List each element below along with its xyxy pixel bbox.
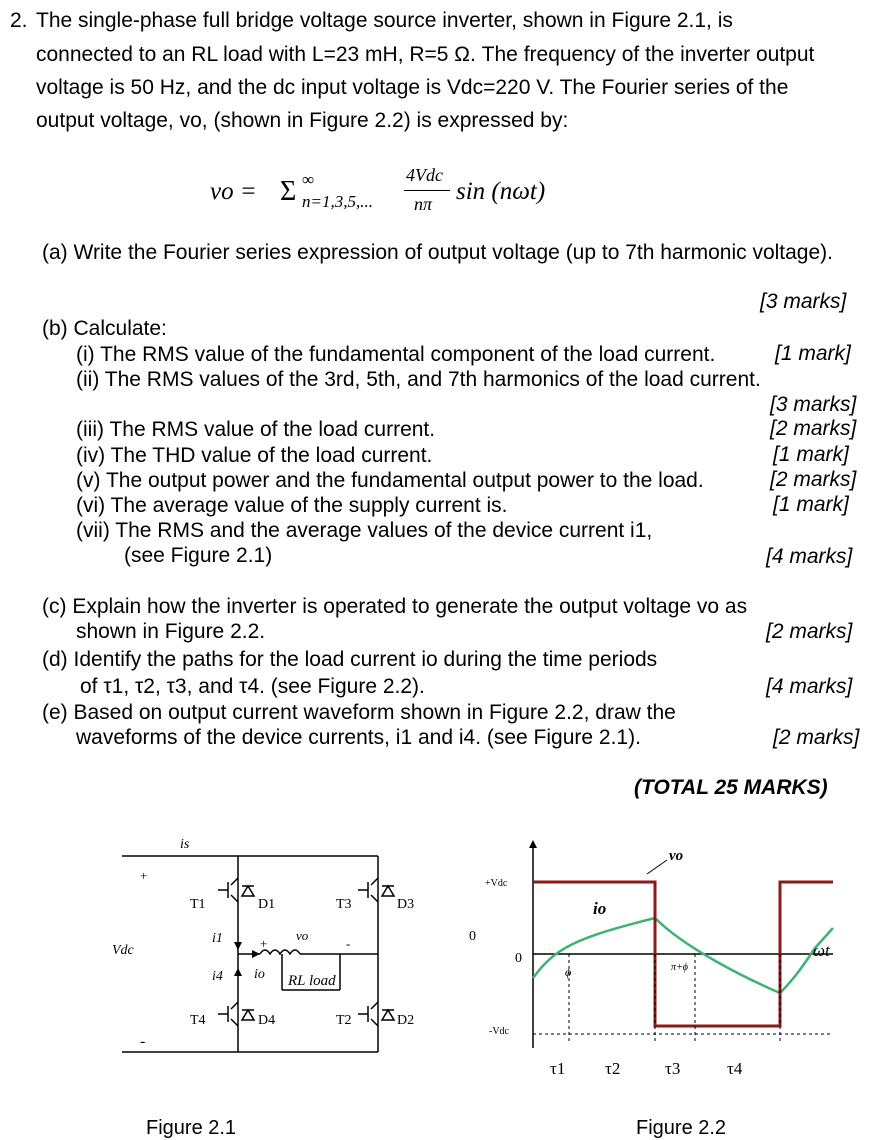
part-b-item-iii: (iii) The RMS value of the load current. <box>76 418 436 441</box>
part-b-item-vii: (vii) The RMS and the average values of the device current i1, <box>76 519 653 542</box>
label-t2: T2 <box>336 1013 352 1028</box>
part-b-item-v-marks: [2 marks] <box>770 468 857 491</box>
label-io: io <box>593 899 607 918</box>
label-rl-load: RL load <box>288 973 336 989</box>
part-b-item-vii-cont: (see Figure 2.1) <box>124 544 273 567</box>
label-is: is <box>180 837 190 852</box>
label-tau2: τ2 <box>605 1059 621 1078</box>
label-zero-top: 0 <box>469 929 476 944</box>
fourier-formula: vo = Σ ∞ n=1,3,5,... 4Vdc nπ sin (nωt) <box>210 165 546 214</box>
switch-t3 <box>358 878 394 902</box>
part-b-item-vi: (vi) The average value of the supply current is. <box>76 494 508 517</box>
label-vo: vo <box>669 848 684 864</box>
figure-2-1-caption: Figure 2.1 <box>146 1117 237 1139</box>
part-b-item-vii-marks: [4 marks] <box>766 545 853 568</box>
io-arrow-icon <box>252 950 260 958</box>
label-tau4: τ4 <box>727 1059 743 1078</box>
label-neg-vdc: -Vdc <box>489 1026 509 1037</box>
label-t4: T4 <box>190 1013 206 1028</box>
y-axis-arrow-icon <box>529 840 537 848</box>
label-tau1: τ1 <box>550 1059 566 1078</box>
part-b-item-i: (i) The RMS value of the fundamental component of the load current. <box>76 343 716 366</box>
part-c-marks: [2 marks] <box>766 620 853 643</box>
io-current-curve <box>533 918 833 993</box>
label-d1: D1 <box>258 897 276 912</box>
label-phi: ϕ <box>565 965 572 979</box>
figure-2-2-caption: Figure 2.2 <box>636 1117 727 1139</box>
figure-2-1-circuit <box>100 830 430 1070</box>
label-wt: ωt <box>813 941 830 960</box>
part-d-line-1: (d) Identify the paths for the load current io during the time periods <box>42 648 658 671</box>
part-c-line-1: (c) Explain how the inverter is operated to generate the output voltage vo as <box>42 595 748 618</box>
figure-2-2-waveforms <box>455 838 855 1088</box>
part-b-label: (b) Calculate: <box>42 317 167 340</box>
part-b-item-iii-marks: [2 marks] <box>770 417 857 440</box>
label-tau3: τ3 <box>665 1059 681 1078</box>
part-b-item-vi-marks: [1 mark] <box>773 493 849 516</box>
part-b-item-iv-marks: [1 mark] <box>773 443 849 466</box>
label-i4: i4 <box>212 969 223 984</box>
label-minus: - <box>140 1033 146 1050</box>
part-b-item-v: (v) The output power and the fundamental output power to the load. <box>76 469 704 492</box>
part-a-marks: [3 marks] <box>760 290 847 313</box>
part-e-line-1: (e) Based on output current waveform shown in Figure 2.2, draw the <box>42 701 676 724</box>
label-i1: i1 <box>212 931 223 946</box>
question-number: 2. <box>10 9 28 32</box>
label-load-minus: - <box>346 936 351 951</box>
part-b-item-i-marks: [1 mark] <box>775 342 851 365</box>
intro-line-2: connected to an RL load with L=23 mH, R=5 Ω. The frequency of the inverter output <box>36 43 815 66</box>
part-d-marks: [4 marks] <box>766 675 853 698</box>
label-d3: D3 <box>397 897 415 912</box>
label-vo: vo <box>296 928 309 943</box>
label-pos-vdc: +Vdc <box>485 878 508 889</box>
part-c-line-2: shown in Figure 2.2. <box>76 620 266 643</box>
part-e-marks: [2 marks] <box>773 726 860 749</box>
label-pi-phi: π+ϕ <box>671 962 688 973</box>
label-d4: D4 <box>258 1013 276 1028</box>
part-b-item-ii: (ii) The RMS values of the 3rd, 5th, and 7th harmonics of the load current. <box>76 368 761 391</box>
switch-t4 <box>218 1002 254 1026</box>
part-e-line-2: waveforms of the device currents, i1 and i4. (see Figure 2.1). <box>76 726 641 749</box>
label-io: io <box>254 967 265 982</box>
label-d2: D2 <box>397 1013 415 1028</box>
part-a-text: (a) Write the Fourier series expression of output voltage (up to 7th harmonic voltage). <box>42 241 833 264</box>
label-plus: + <box>140 868 148 883</box>
i1-arrow-icon <box>234 942 242 950</box>
switch-t2 <box>358 1002 394 1026</box>
label-load-plus: + <box>260 936 268 951</box>
part-b-item-ii-marks: [3 marks] <box>770 393 857 416</box>
label-t1: T1 <box>190 897 206 912</box>
part-d-line-2: of τ1, τ2, τ3, and τ4. (see Figure 2.2). <box>80 675 425 698</box>
switch-t1 <box>218 878 254 902</box>
i4-arrow-icon <box>234 968 242 976</box>
part-b-item-iv: (iv) The THD value of the load current. <box>76 444 433 467</box>
intro-line-1: The single-phase full bridge voltage source inverter, shown in Figure 2.1, is <box>36 9 733 32</box>
label-vdc: Vdc <box>112 943 134 958</box>
label-t3: T3 <box>336 897 352 912</box>
intro-line-4: output voltage, vo, (shown in Figure 2.2) is expressed by: <box>36 109 569 132</box>
total-marks: (TOTAL 25 MARKS) <box>634 776 828 799</box>
label-zero: 0 <box>515 951 522 966</box>
intro-line-3: voltage is 50 Hz, and the dc input voltage is Vdc=220 V. The Fourier series of the <box>36 76 789 99</box>
